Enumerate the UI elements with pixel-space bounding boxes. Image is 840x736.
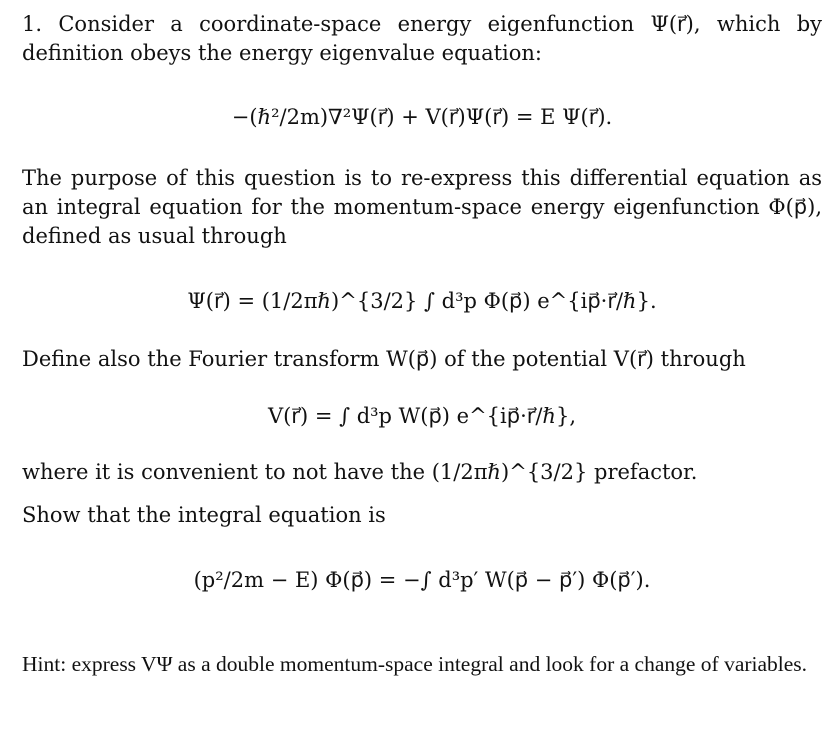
question-define-fourier: Define also the Fourier transform W(p⃗) of the potential V(r⃗) through xyxy=(22,347,746,371)
equation-integral: (p²/2m − E) Φ(p⃗) = −∫ d³p′ W(p⃗ − p⃗′) Φ(p⃗′). xyxy=(193,567,651,592)
problem-page xyxy=(22,10,822,679)
question-hint: Hint: express VΨ as a double momentum-space integral and look for a change of variables. xyxy=(22,652,808,676)
question-show-that: Show that the integral equation is xyxy=(22,503,386,527)
question-convenient: where it is convenient to not have the (1/2πℏ)^{3/2} prefactor. xyxy=(22,460,698,484)
equation-potential-fourier: V(r⃗) = ∫ d³p W(p⃗) e^{ip⃗·r⃗/ℏ}, xyxy=(267,403,577,428)
equation-momentum-transform: Ψ(r⃗) = (1/2πℏ)^{3/2} ∫ d³p Φ(p⃗) e^{ip⃗·r⃗/ℏ}. xyxy=(187,288,657,313)
equation-eigenvalue: −(ℏ²/2m)∇²Ψ(r⃗) + V(r⃗)Ψ(r⃗) = E Ψ(r⃗). xyxy=(231,104,613,129)
question-purpose: The purpose of this question is to re-express this differential equation as an integral equation for the momentum-space energy eigenfunction Φ(p⃗), defined as usual through xyxy=(22,166,822,248)
question-intro: 1. Consider a coordinate-space energy eigenfunction Ψ(r⃗), which by definition obeys the energy eigenvalue equation: xyxy=(22,12,822,65)
